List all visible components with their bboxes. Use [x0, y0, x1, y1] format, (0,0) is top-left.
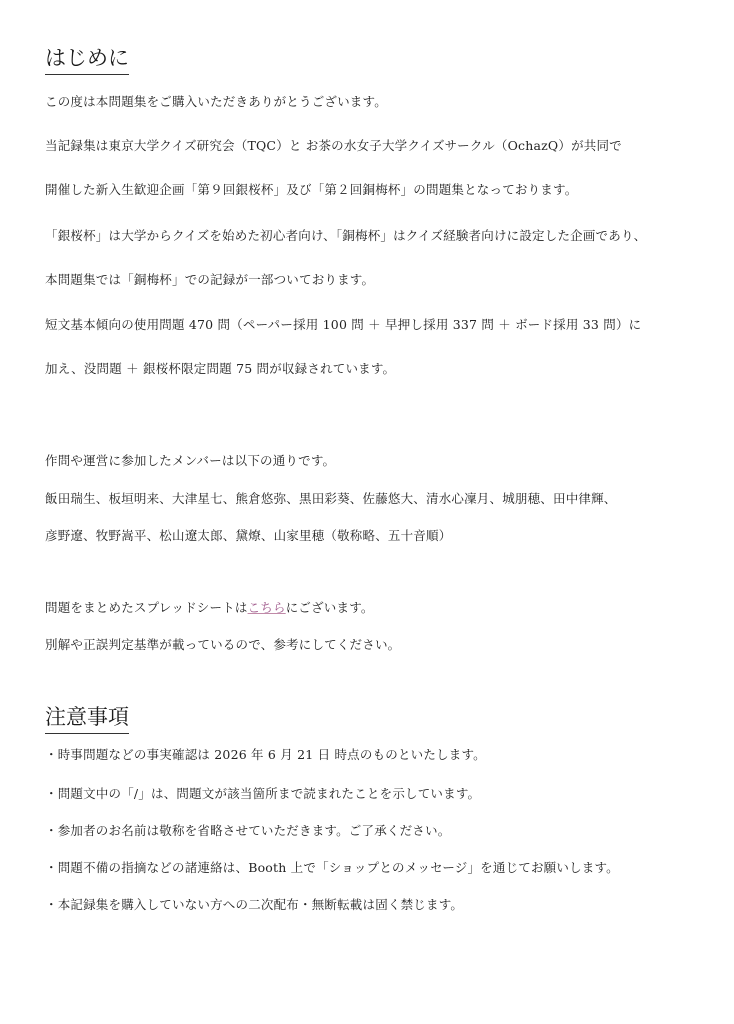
members-intro-line: 作問や運営に参加したメンバーは以下の通りです。	[45, 453, 336, 468]
members-names-line-1: 飯田瑞生、板垣明来、大津星七、熊倉悠弥、黒田彩葵、佐藤悠大、清水心凜月、城朋穂、田中律輝、	[45, 491, 617, 506]
notes-heading-text: 注意事項	[45, 703, 129, 734]
notes-heading	[45, 703, 129, 734]
spreadsheet-line-2: 別解や正誤判定基準が載っているので、参考にしてください。	[45, 637, 401, 652]
intro-line-7: 加え、没問題 ＋ 銀桜杯限定問題 75 問が収録されています。	[45, 361, 396, 376]
intro-line-6: 短文基本傾向の使用問題 470 問（ペーパー採用 100 問 ＋ 早押し採用 337 問 ＋ ボード採用 33 問）に	[45, 317, 642, 332]
note-item-2: ・問題文中の「/」は、問題文が該当箇所まで読まれたことを示しています。	[45, 786, 481, 801]
intro-line-3: 開催した新入生歓迎企画「第９回銀桜杯」及び「第２回銅梅杯」の問題集となっております。	[45, 182, 578, 197]
spreadsheet-text-after-link: にございます。	[285, 600, 374, 615]
note-item-4: ・問題不備の指摘などの諸連絡は、Booth 上で「ショップとのメッセージ」を通じてお願いします。	[45, 860, 619, 875]
intro-line-4: 「銀桜杯」は大学からクイズを始めた初心者向け、「銅梅杯」はクイズ経験者向けに設定した企画であり、	[45, 228, 647, 243]
note-item-3: ・参加者のお名前は敬称を省略させていただきます。ご了承ください。	[45, 823, 451, 838]
spreadsheet-text-before-link: 問題をまとめたスプレッドシートは	[45, 600, 248, 615]
intro-line-2: 当記録集は東京大学クイズ研究会（TQC）と お茶の水女子大学クイズサークル（OchazQ）が共同で	[45, 138, 622, 153]
note-item-1: ・時事問題などの事実確認は 2026 年 6 月 21 日 時点のものといたします。	[45, 747, 486, 762]
intro-heading-text: はじめに	[45, 44, 129, 75]
spreadsheet-line-1	[45, 599, 374, 617]
note-item-5: ・本記録集を購入していない方への二次配布・無断転載は固く禁じます。	[45, 897, 464, 912]
intro-line-5: 本問題集では「銅梅杯」での記録が一部ついております。	[45, 272, 375, 287]
intro-heading	[45, 44, 129, 75]
members-names-line-2: 彦野遼、牧野嵩平、松山遼太郎、黛燎、山家里穂（敬称略、五十音順）	[45, 528, 452, 543]
intro-line-1: この度は本問題集をご購入いただきありがとうございます。	[45, 94, 387, 109]
spreadsheet-link[interactable]: こちら	[247, 600, 286, 615]
